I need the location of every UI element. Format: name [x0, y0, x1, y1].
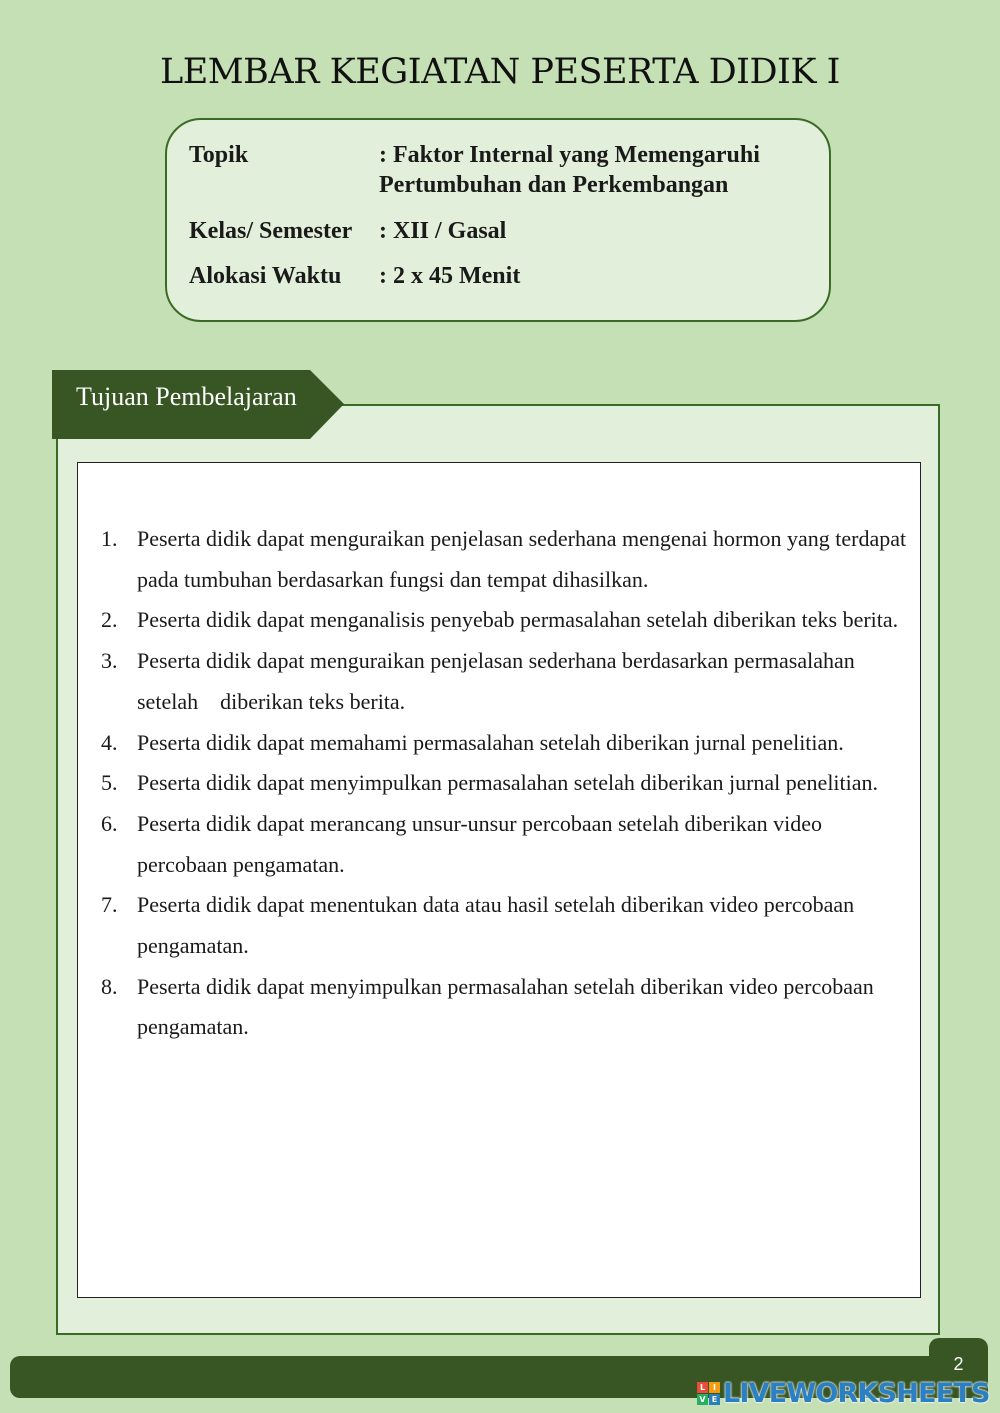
liveworksheets-watermark[interactable] — [697, 1378, 990, 1408]
item-number: 3. — [101, 648, 118, 674]
item-text: Peserta didik dapat memahami permasalahan setelah diberikan jurnal penelitian. — [137, 729, 844, 755]
watermark-text: LIVEWORKSHEETS — [723, 1377, 990, 1409]
item-text: Peserta didik dapat merancang unsur-unsur percobaan setelah diberikan video percobaan pengamatan. — [137, 810, 822, 877]
logo-letter-l: L — [697, 1382, 708, 1393]
page-title: LEMBAR KEGIATAN PESERTA DIDIK I — [160, 52, 840, 92]
list-item — [101, 641, 913, 722]
time-label: Alokasi Waktu — [189, 263, 342, 289]
item-text: Peserta didik dapat menentukan data atau hasil setelah diberikan video percobaan pengamatan. — [137, 892, 855, 959]
item-text: Peserta didik dapat menguraikan penjelasan sederhana berdasarkan permasalahan setelah diberikan teks berita. — [137, 648, 861, 714]
page-number: 2 — [953, 1354, 964, 1374]
logo-letter-e: E — [709, 1394, 720, 1405]
item-number: 1. — [101, 526, 118, 551]
item-number: 4. — [101, 729, 118, 755]
list-item — [101, 723, 913, 764]
item-number: 8. — [101, 973, 118, 999]
list-item — [101, 967, 913, 1048]
objectives-list — [101, 519, 913, 1048]
topic-value: : Faktor Internal yang Memengaruhi Pertumbuhan dan Perkembangan — [379, 142, 760, 198]
info-box — [165, 118, 831, 322]
item-number: 5. — [101, 770, 118, 796]
class-label: Kelas/ Semester — [189, 218, 353, 244]
section-heading: Tujuan Pembelajaran — [76, 382, 297, 411]
list-item — [101, 804, 913, 885]
item-number: 2. — [101, 607, 118, 633]
item-text: Peserta didik dapat menganalisis penyebab permasalahan setelah diberikan teks berita. — [137, 607, 899, 633]
item-number: 6. — [101, 810, 118, 836]
item-number: 7. — [101, 892, 118, 918]
item-text: Peserta didik dapat menguraikan penjelasan sederhana mengenai hormon yang terdapat pada tumbuhan berdasarkan fungsi dan tempat dihasilkan. — [137, 526, 907, 592]
list-item — [101, 885, 913, 966]
list-item — [101, 519, 913, 600]
liveworksheets-logo-icon — [697, 1382, 720, 1405]
item-text: Peserta didik dapat menyimpulkan permasalahan setelah diberikan video percobaan pengamatan. — [137, 973, 874, 1040]
logo-letter-v: V — [697, 1394, 708, 1405]
list-item — [101, 763, 913, 804]
logo-letter-i: I — [709, 1382, 720, 1393]
list-item — [101, 600, 913, 641]
topic-label: Topik — [189, 142, 249, 168]
class-value: : XII / Gasal — [379, 218, 507, 244]
time-value: : 2 x 45 Menit — [379, 263, 521, 289]
item-text: Peserta didik dapat menyimpulkan permasalahan setelah diberikan jurnal penelitian. — [137, 770, 879, 796]
